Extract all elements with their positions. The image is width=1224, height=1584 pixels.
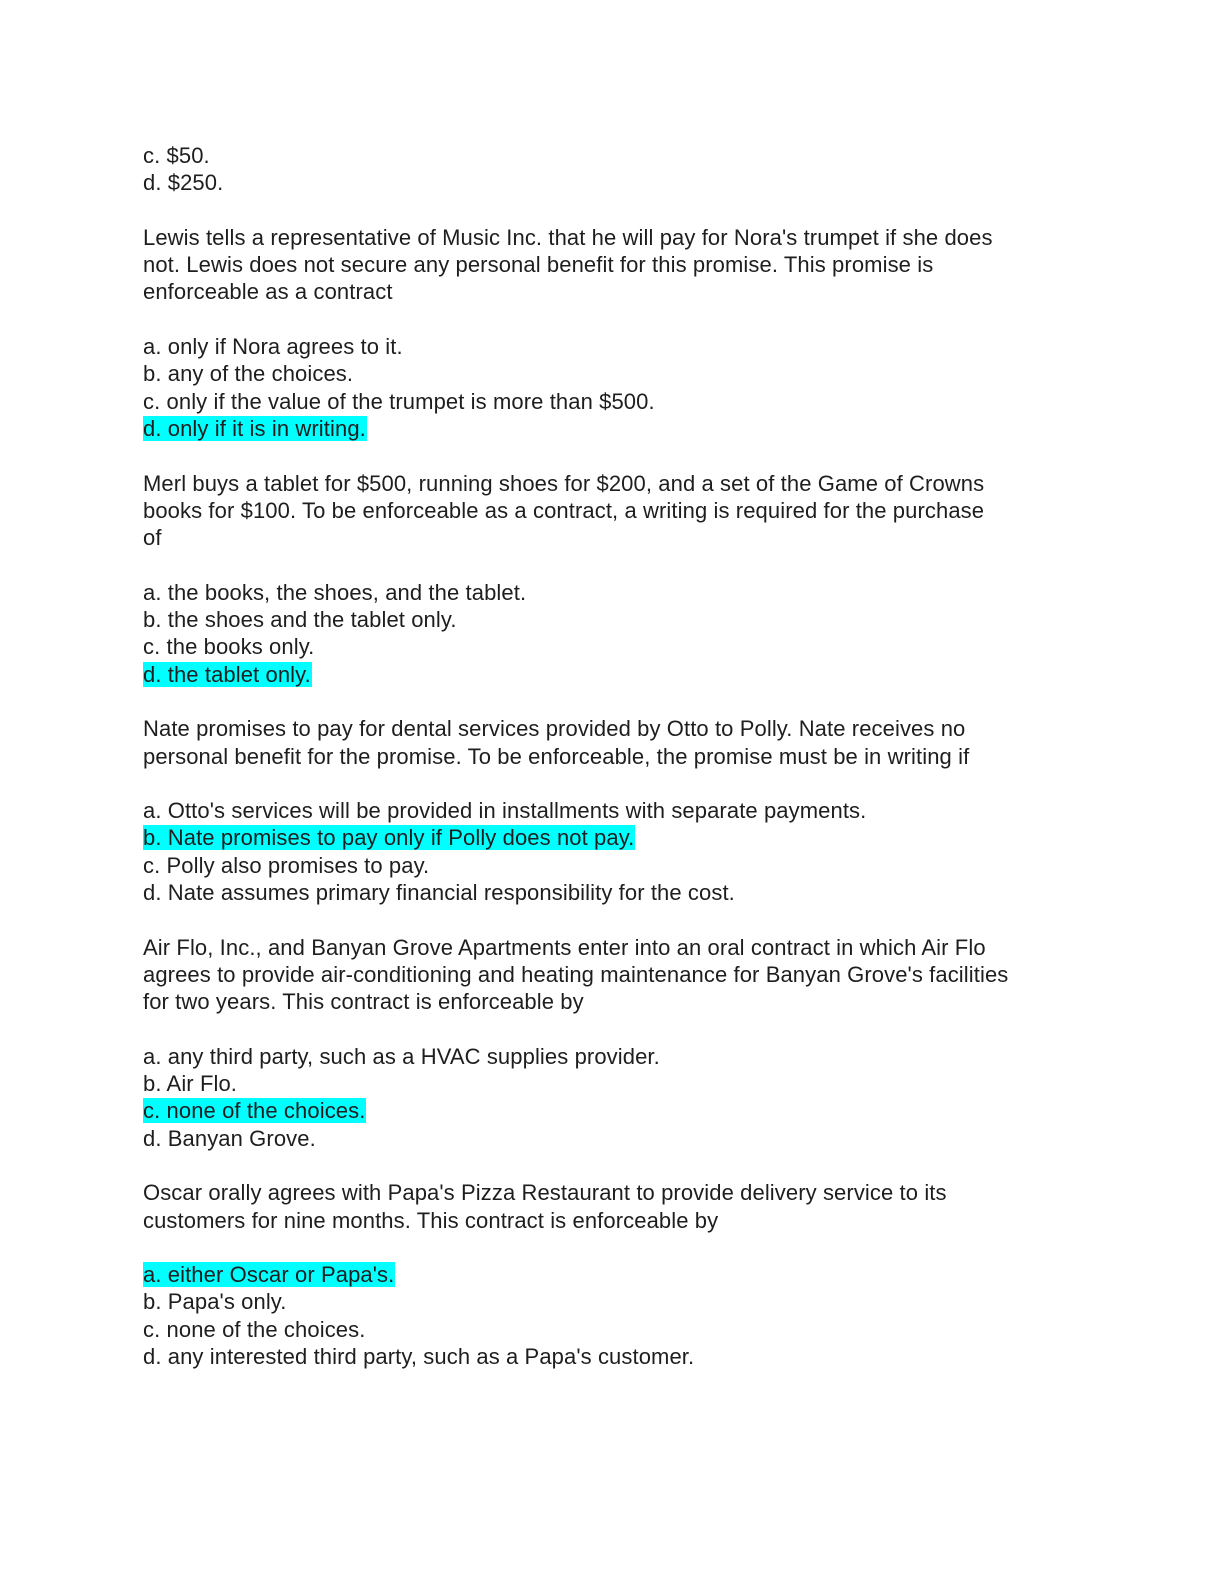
- stem-line: enforceable as a contract: [143, 279, 393, 305]
- document-page: [143, 142, 1083, 1370]
- answer-option-highlighted: d. the tablet only.: [143, 661, 311, 687]
- answer-option: a. Otto's services will be provided in installments with separate payments.: [143, 798, 867, 824]
- answer-option: a. any third party, such as a HVAC supplies provider.: [143, 1043, 660, 1069]
- intro-option-list: [143, 142, 1083, 197]
- answer-option: d. Nate assumes primary financial responsibility for the cost.: [143, 880, 735, 906]
- stem-line: agrees to provide air-conditioning and heating maintenance for Banyan Grove's facilities: [143, 961, 1009, 987]
- answer-option: c. only if the value of the trumpet is more than $500.: [143, 388, 655, 414]
- stem-line: Air Flo, Inc., and Banyan Grove Apartments enter into an oral contract in which Air Flo: [143, 934, 986, 960]
- stem-line: Oscar orally agrees with Papa's Pizza Restaurant to provide delivery service to its: [143, 1180, 947, 1206]
- answer-option-highlighted: d. only if it is in writing.: [143, 415, 366, 441]
- answer-option: b. any of the choices.: [143, 361, 354, 387]
- answer-option-highlighted: a. either Oscar or Papa's.: [143, 1262, 395, 1288]
- answer-option: c. Polly also promises to pay.: [143, 852, 430, 878]
- answer-option: d. Banyan Grove.: [143, 1125, 316, 1151]
- answer-option: c. the books only.: [143, 634, 315, 660]
- stem-line: Merl buys a tablet for $500, running shoes for $200, and a set of the Game of Crowns: [143, 470, 985, 496]
- question-stem: [143, 224, 1083, 306]
- stem-line: personal benefit for the promise. To be enforceable, the promise must be in writing if: [143, 743, 970, 769]
- stem-line: for two years. This contract is enforceable by: [143, 989, 584, 1015]
- stem-line: customers for nine months. This contract is enforceable by: [143, 1207, 719, 1233]
- answer-option-highlighted: b. Nate promises to pay only if Polly does not pay.: [143, 825, 635, 851]
- answer-option: d. any interested third party, such as a Papa's customer.: [143, 1344, 695, 1370]
- stem-line: books for $100. To be enforceable as a contract, a writing is required for the purchase: [143, 497, 985, 523]
- option-line: c. $50.: [143, 143, 210, 168]
- question-stem: [143, 470, 1083, 552]
- question-block: [143, 470, 1083, 688]
- answer-option: a. the books, the shoes, and the tablet.: [143, 579, 527, 605]
- answer-option-list: [143, 333, 1083, 442]
- answer-option: a. only if Nora agrees to it.: [143, 334, 403, 360]
- question-block: [143, 224, 1083, 442]
- question-block: [143, 934, 1083, 1152]
- answer-option-list: [143, 1043, 1083, 1152]
- answer-option: c. none of the choices.: [143, 1316, 366, 1342]
- answer-option-list: [143, 579, 1083, 688]
- answer-option-list: [143, 797, 1083, 906]
- answer-option: b. the shoes and the tablet only.: [143, 607, 457, 633]
- question-stem: [143, 1179, 1083, 1234]
- answer-option: b. Air Flo.: [143, 1071, 238, 1097]
- question-block: [143, 1179, 1083, 1370]
- option-line: d. $250.: [143, 170, 224, 196]
- answer-option: b. Papa's only.: [143, 1289, 287, 1315]
- question-block: [143, 715, 1083, 906]
- stem-line: Nate promises to pay for dental services provided by Otto to Polly. Nate receives no: [143, 716, 966, 742]
- question-stem: [143, 715, 1083, 770]
- stem-line: of: [143, 525, 162, 551]
- answer-option-highlighted: c. none of the choices.: [143, 1098, 366, 1124]
- stem-line: not. Lewis does not secure any personal benefit for this promise. This promise is: [143, 252, 934, 278]
- answer-option-list: [143, 1261, 1083, 1370]
- stem-line: Lewis tells a representative of Music Inc. that he will pay for Nora's trumpet if she does: [143, 224, 993, 250]
- question-stem: [143, 934, 1083, 1016]
